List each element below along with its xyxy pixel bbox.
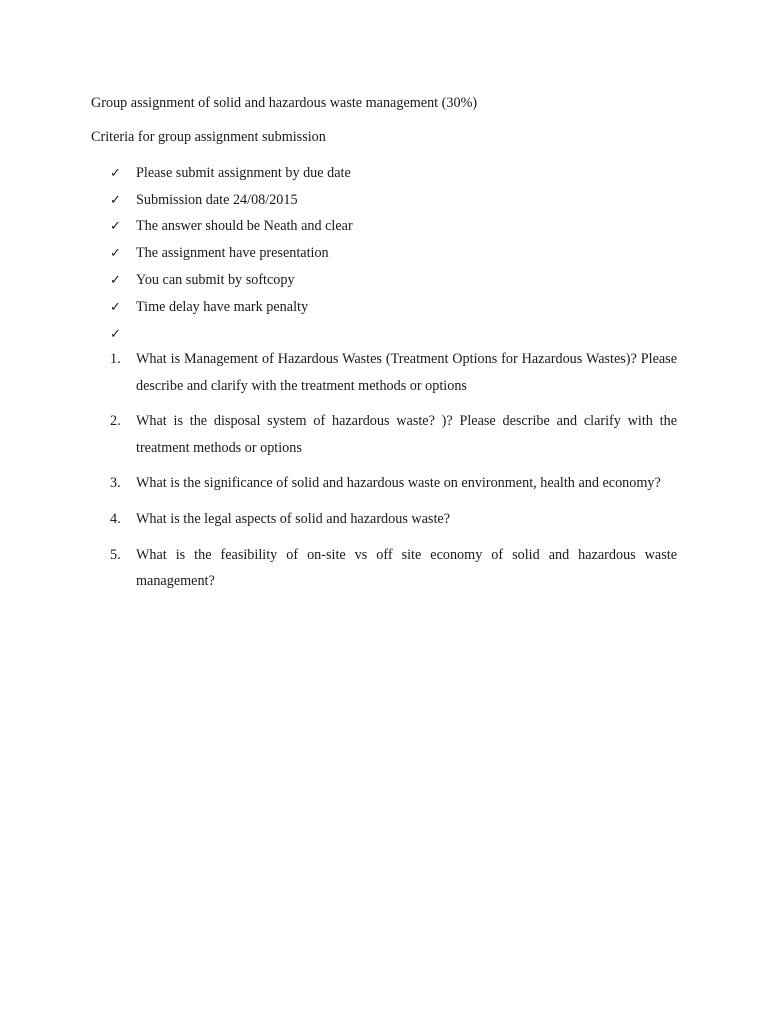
question-text: What is the disposal system of hazardous waste? )? Please describe and clarify with the treatment methods or options <box>136 413 677 456</box>
criteria-heading: Criteria for group assignment submission <box>91 129 326 145</box>
criteria-item <box>110 321 353 348</box>
question-text: What is the legal aspects of solid and hazardous waste? <box>136 510 450 527</box>
question-list <box>110 346 677 604</box>
question-number: 5. <box>110 546 121 563</box>
question-text: What is Management of Hazardous Wastes (Treatment Options for Hazardous Wastes)? Please describe and clarify with the treatment methods or options <box>136 351 677 394</box>
checkmark-icon: ✓ <box>110 246 121 262</box>
criteria-item <box>110 160 353 187</box>
criteria-text: The assignment have presentation <box>136 245 329 262</box>
checkmark-icon: ✓ <box>110 192 121 208</box>
criteria-item <box>110 267 353 294</box>
criteria-text: Please submit assignment by due date <box>136 164 351 181</box>
criteria-item <box>110 294 353 321</box>
question-item <box>110 506 677 533</box>
criteria-item <box>110 187 353 214</box>
criteria-item <box>110 214 353 241</box>
criteria-text: You can submit by softcopy <box>136 272 295 289</box>
question-number: 2. <box>110 413 121 430</box>
question-number: 4. <box>110 510 121 527</box>
checkmark-icon: ✓ <box>110 299 121 315</box>
checkmark-icon: ✓ <box>110 273 121 289</box>
checkmark-icon: ✓ <box>110 165 121 181</box>
question-item <box>110 408 677 461</box>
criteria-text: Time delay have mark penalty <box>136 298 309 315</box>
criteria-text: Submission date 24/08/2015 <box>136 191 298 208</box>
question-number: 3. <box>110 475 121 492</box>
question-item <box>110 542 677 595</box>
criteria-text: The answer should be Neath and clear <box>136 218 353 235</box>
question-number: 1. <box>110 351 121 367</box>
question-item <box>110 346 677 399</box>
checkmark-icon: ✓ <box>110 326 121 342</box>
question-item <box>110 470 677 497</box>
criteria-item <box>110 240 353 267</box>
document-title: Group assignment of solid and hazardous waste management (30%) <box>91 95 478 111</box>
criteria-list <box>110 160 353 348</box>
question-text: What is the feasibility of on-site vs off site economy of solid and hazardous waste management? <box>136 546 677 590</box>
checkmark-icon: ✓ <box>110 219 121 235</box>
question-text: What is the significance of solid and hazardous waste on environment, health and economy? <box>136 475 661 492</box>
